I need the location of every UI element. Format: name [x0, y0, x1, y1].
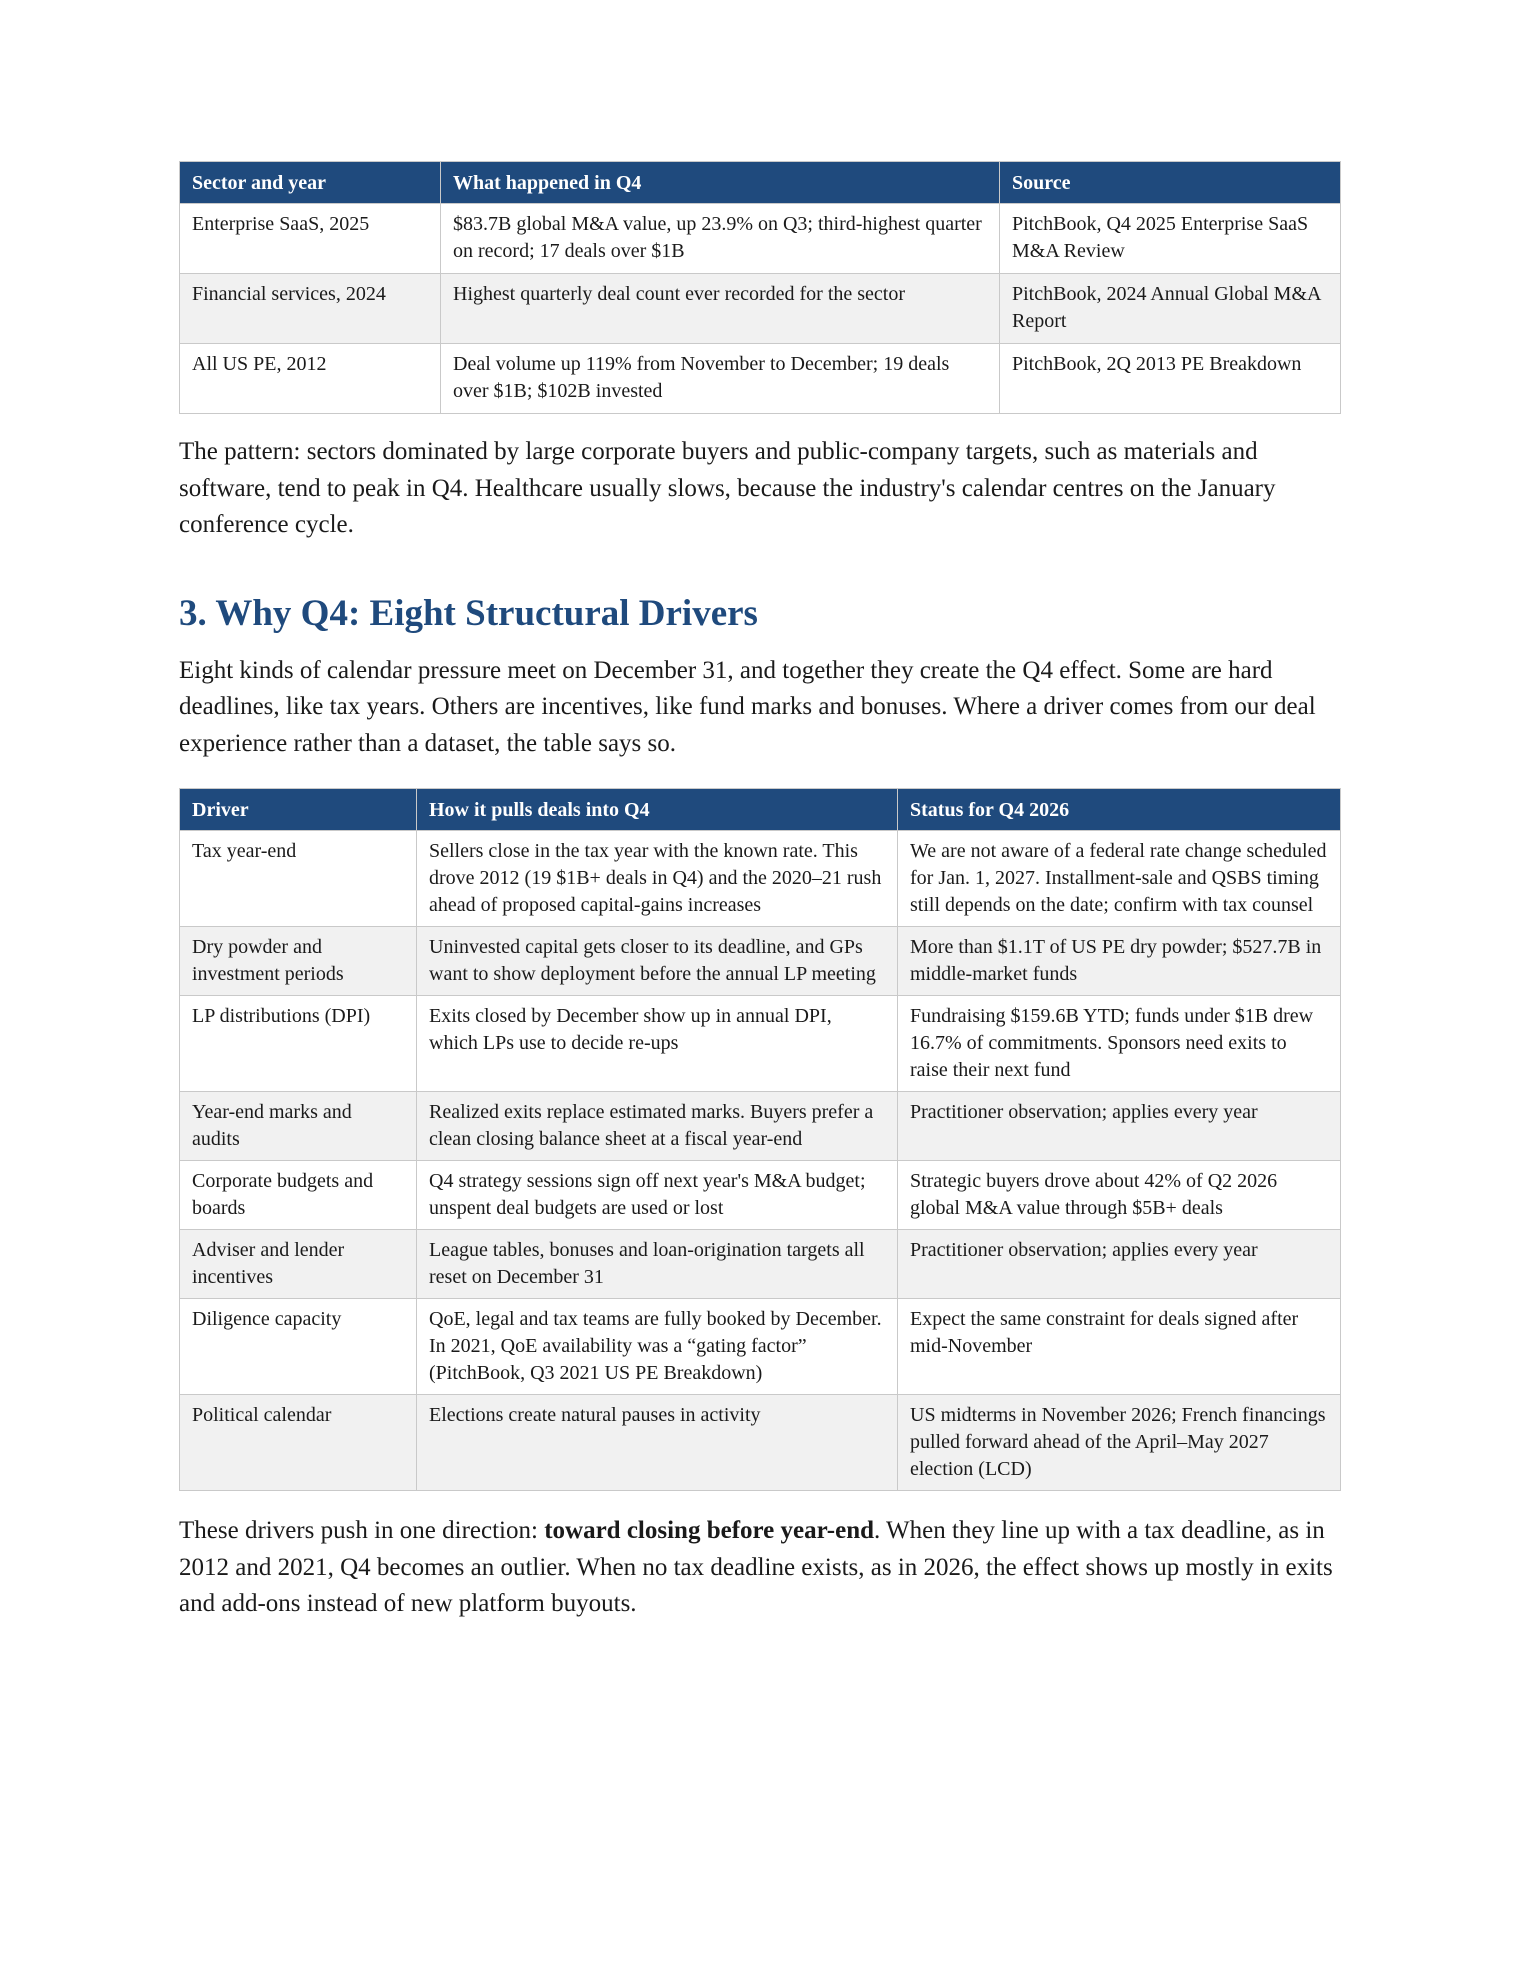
table-cell: PitchBook, 2024 Annual Global M&A Report	[1000, 274, 1341, 344]
column-header: How it pulls deals into Q4	[417, 789, 898, 831]
table-cell: Fundraising $159.6B YTD; funds under $1B drew 16.7% of commitments. Sponsors need exits to raise their next fund	[898, 996, 1341, 1092]
table-cell: QoE, legal and tax teams are fully booked by December. In 2021, QoE availability was a “gating factor” (PitchBook, Q3 2021 US PE Breakdown)	[417, 1299, 898, 1395]
table-row	[180, 831, 1341, 927]
table-header-row	[180, 162, 1341, 204]
table-cell: Q4 strategy sessions sign off next year's M&A budget; unspent deal budgets are used or lost	[417, 1161, 898, 1230]
table-row	[180, 1230, 1341, 1299]
table-cell: $83.7B global M&A value, up 23.9% on Q3; third-highest quarter on record; 17 deals over $1B	[441, 204, 1000, 274]
section-heading: 3. Why Q4: Eight Structural Drivers	[179, 592, 758, 634]
table-row	[180, 1299, 1341, 1395]
table-cell: Tax year-end	[180, 831, 417, 927]
table-cell: Deal volume up 119% from November to December; 19 deals over $1B; $102B invested	[441, 344, 1000, 414]
table-cell: Elections create natural pauses in activity	[417, 1395, 898, 1491]
table-row	[180, 1395, 1341, 1491]
table-cell: Exits closed by December show up in annual DPI, which LPs use to decide re-ups	[417, 996, 898, 1092]
table-cell: Strategic buyers drove about 42% of Q2 2026 global M&A value through $5B+ deals	[898, 1161, 1341, 1230]
table-cell: Dry powder and investment periods	[180, 927, 417, 996]
column-header: Source	[1000, 162, 1341, 204]
table-cell: Practitioner observation; applies every year	[898, 1092, 1341, 1161]
table-cell: US midterms in November 2026; French financings pulled forward ahead of the April–May 2027 election (LCD)	[898, 1395, 1341, 1491]
table-row	[180, 1161, 1341, 1230]
table-row	[180, 204, 1341, 274]
column-header: Driver	[180, 789, 417, 831]
table-cell: Expect the same constraint for deals signed after mid-November	[898, 1299, 1341, 1395]
table-cell: Highest quarterly deal count ever recorded for the sector	[441, 274, 1000, 344]
table-cell: Diligence capacity	[180, 1299, 417, 1395]
emphasis-text: toward closing before year-end	[544, 1517, 874, 1544]
table-header-row	[180, 789, 1341, 831]
table-cell: Realized exits replace estimated marks. Buyers prefer a clean closing balance sheet at a fiscal year-end	[417, 1092, 898, 1161]
table-cell: Practitioner observation; applies every year	[898, 1230, 1341, 1299]
table-cell: Enterprise SaaS, 2025	[180, 204, 441, 274]
q4-examples-table	[179, 161, 1341, 414]
column-header: Status for Q4 2026	[898, 789, 1341, 831]
paragraph-text: . When they line up with a tax deadline, as in 2012 and 2021, Q4 becomes an outlier. When no tax deadline exists, as in 2026, the effect shows up mostly in exits and add-ons instead of new platform buyouts.	[179, 1517, 1333, 1617]
body-paragraph: Eight kinds of calendar pressure meet on December 31, and together they create the Q4 effect. Some are hard deadlines, like tax years. Others are incentives, like fund marks and bonuses. Where a driver comes from our deal experience rather than a dataset, the table says so.	[179, 656, 1316, 757]
table-cell: LP distributions (DPI)	[180, 996, 417, 1092]
table-cell: Year-end marks and audits	[180, 1092, 417, 1161]
table-cell: PitchBook, Q4 2025 Enterprise SaaS M&A Review	[1000, 204, 1341, 274]
table-cell: We are not aware of a federal rate change scheduled for Jan. 1, 2027. Installment-sale and QSBS timing still depends on the date; confirm with tax counsel	[898, 831, 1341, 927]
table-cell: PitchBook, 2Q 2013 PE Breakdown	[1000, 344, 1341, 414]
document-page	[179, 161, 1340, 1623]
body-paragraph	[179, 1513, 1340, 1623]
table-cell: More than $1.1T of US PE dry powder; $527.7B in middle-market funds	[898, 927, 1341, 996]
table-cell: Political calendar	[180, 1395, 417, 1491]
table-cell: Sellers close in the tax year with the known rate. This drove 2012 (19 $1B+ deals in Q4) and the 2020–21 rush ahead of proposed capital-gains increases	[417, 831, 898, 927]
table-row	[180, 927, 1341, 996]
table-cell: League tables, bonuses and loan-origination targets all reset on December 31	[417, 1230, 898, 1299]
body-paragraph: The pattern: sectors dominated by large corporate buyers and public-company targets, such as materials and software, tend to peak in Q4. Healthcare usually slows, because the industry's calendar centres on the January conference cycle.	[179, 438, 1276, 538]
table-cell: Corporate budgets and boards	[180, 1161, 417, 1230]
table-cell: Uninvested capital gets closer to its deadline, and GPs want to show deployment before the annual LP meeting	[417, 927, 898, 996]
table-row	[180, 996, 1341, 1092]
table-row	[180, 274, 1341, 344]
table-cell: Financial services, 2024	[180, 274, 441, 344]
column-header: What happened in Q4	[441, 162, 1000, 204]
drivers-table	[179, 788, 1341, 1491]
paragraph-text: These drivers push in one direction:	[179, 1517, 545, 1544]
table-row	[180, 344, 1341, 414]
table-row	[180, 1092, 1341, 1161]
table-cell: All US PE, 2012	[180, 344, 441, 414]
table-cell: Adviser and lender incentives	[180, 1230, 417, 1299]
column-header: Sector and year	[180, 162, 441, 204]
